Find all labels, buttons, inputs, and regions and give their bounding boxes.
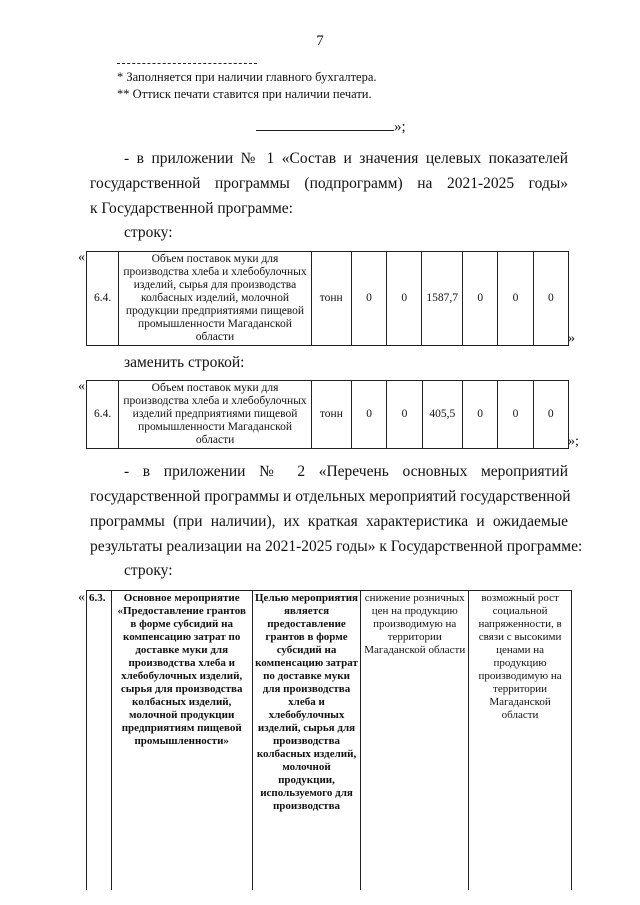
value-cell: 0 <box>533 381 568 449</box>
label-row: строку: <box>124 224 173 241</box>
paragraph-line: государственной программы (подпрограмм) на 2021-2025 годы» <box>90 175 568 192</box>
value-cell: 1587,7 <box>422 252 463 346</box>
measure-goal: Целью мероприятия является предоставление грантов в форме субсидий на компенсацию затрат по доставке муки для производства хлеба и хлебобулочных изделий, сырья для производства колбасных изделий, молочной продукции, используемого для производства <box>252 591 361 891</box>
blank-underline <box>256 118 394 131</box>
value-cell: 0 <box>387 252 422 346</box>
table2-close-quote: »; <box>568 434 579 449</box>
page-number: 7 <box>316 33 324 49</box>
value-cell: 0 <box>533 252 568 346</box>
value-cell: 0 <box>351 381 386 449</box>
paragraph-line: к Государственной программе: <box>90 200 293 217</box>
paragraph-line: - в приложении № 1 «Состав и значения целевых показателей <box>124 150 568 167</box>
footnote-seal: ** Оттиск печати ставится при наличии печати. <box>117 87 372 101</box>
table1-close-quote: » <box>568 331 575 346</box>
value-cell: 0 <box>462 381 497 449</box>
paragraph-line: программы (при наличии), их краткая характеристика и ожидаемые <box>90 513 568 530</box>
label-row-2: строку: <box>124 562 173 579</box>
risk-consequence: возможный рост социальной напряженности, в связи с высокими ценами на продукцию производимую на территории Магаданской области <box>469 591 572 891</box>
indicator-name: Объем поставок муки для производства хлеба и хлебобулочных изделий, сырья для производства колбасных изделий, молочной продукции предприятиями пищевой промышленности Магаданской области <box>119 252 311 346</box>
table-replacement-row <box>86 380 569 449</box>
closing-mark: »; <box>394 119 406 135</box>
value-cell: 0 <box>498 252 533 346</box>
row-number: 6.4. <box>87 381 119 449</box>
table3-open-quote: « <box>78 590 85 605</box>
table-original-row <box>86 251 569 346</box>
unit-cell: тонн <box>311 252 351 346</box>
footnote-chief-accountant: * Заполняется при наличии главного бухгалтера. <box>117 70 377 84</box>
value-cell: 405,5 <box>422 381 462 449</box>
paragraph-line: государственной программы и отдельных мероприятий государственной <box>90 488 571 505</box>
row-number: 6.3. <box>87 591 112 891</box>
table-measures-row <box>86 590 572 890</box>
indicator-name: Объем поставок муки для производства хлеба и хлебобулочных изделий предприятиями пищевой промышленности Магаданской области <box>119 381 312 449</box>
value-cell: 0 <box>498 381 533 449</box>
table1-open-quote: « <box>78 250 85 265</box>
row-number: 6.4. <box>87 252 119 346</box>
label-replace: заменить строкой: <box>124 354 245 371</box>
paragraph-line: результаты реализации на 2021-2025 годы» к Государственной программе: <box>90 538 583 555</box>
expected-result: снижение розничных цен на продукцию производимую на территории Магаданской области <box>361 591 469 891</box>
measure-name: Основное мероприятие «Предоставление грантов в форме субсидий на компенсацию затрат по доставке муки для производства хлеба и хлебобулочных изделий, сырья для производства колбасных изделий, молочной продукции предприятиям пищевой промышленности» <box>111 591 252 891</box>
table2-open-quote: « <box>78 379 85 394</box>
footnote-separator <box>117 63 257 64</box>
closing-line <box>256 118 406 136</box>
table3-wrapper <box>86 590 572 890</box>
value-cell: 0 <box>351 252 386 346</box>
paragraph-appendix-1 <box>90 146 568 221</box>
value-cell: 0 <box>387 381 422 449</box>
paragraph-appendix-2 <box>90 459 583 559</box>
paragraph-line: - в приложении № 2 «Перечень основных мероприятий <box>124 463 568 480</box>
unit-cell: тонн <box>311 381 351 449</box>
value-cell: 0 <box>463 252 498 346</box>
